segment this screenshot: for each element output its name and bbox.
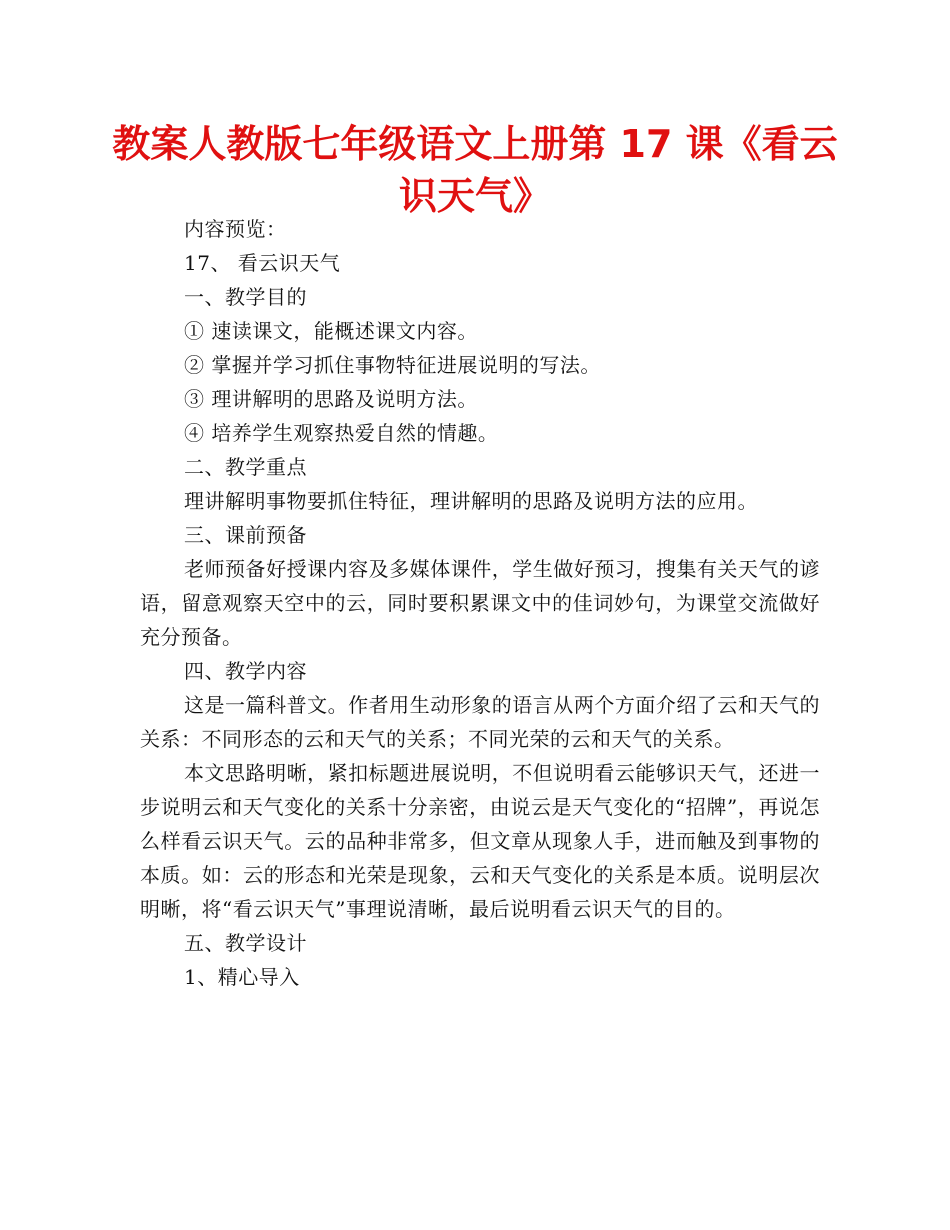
- preview-label: 内容预览：: [184, 217, 287, 241]
- lesson-heading: 17、 看云识天气: [184, 251, 341, 275]
- section-heading-preparation: 三、课前预备: [184, 523, 307, 547]
- section-heading-design: 五、教学设计: [184, 931, 307, 955]
- design-item: 1、精心导入: [184, 965, 300, 989]
- objective-item: ② 掌握并学习抓住事物特征进展说明的写法。: [184, 353, 601, 377]
- section-heading-objectives: 一、教学目的: [184, 285, 307, 309]
- document-body: [140, 212, 820, 994]
- section-heading-key-points: 二、教学重点: [184, 455, 307, 479]
- preparation-paragraph: 老师预备好授课内容及多媒体课件，学生做好预习，搜集有关天气的谚语，留意观察天空中的云，同时要积累课文中的佳词妙句，为课堂交流做好充分预备。: [140, 557, 820, 649]
- objective-item: ① 速读课文，能概述课文内容。: [184, 319, 478, 343]
- objective-item: ④ 培养学生观察热爱自然的情趣。: [184, 421, 499, 445]
- content-paragraph: 这是一篇科普文。作者用生动形象的语言从两个方面介绍了云和天气的关系：不同形态的云和天气的关系；不同光荣的云和天气的关系。: [140, 693, 820, 751]
- document-title: 教案人教版七年级语文上册第 17 课《看云识天气》: [112, 122, 838, 218]
- key-points-text: 理讲解明事物要抓住特征，理讲解明的思路及说明方法的应用。: [184, 489, 758, 513]
- analysis-paragraph: 本文思路明晰，紧扣标题进展说明，不但说明看云能够识天气，还进一步说明云和天气变化的关系十分亲密，由说云是天气变化的“招牌”，再说怎么样看云识天气。云的品种非常多，但文章从现象人手，进而触及到事物的本质。如：云的形态和光荣是现象，云和天气变化的关系是本质。说明层次明晰，将“看云识天气”事理说清晰，最后说明看云识天气的目的。: [140, 761, 820, 921]
- objective-item: ③ 理讲解明的思路及说明方法。: [184, 387, 478, 411]
- section-heading-content: 四、教学内容: [184, 659, 307, 683]
